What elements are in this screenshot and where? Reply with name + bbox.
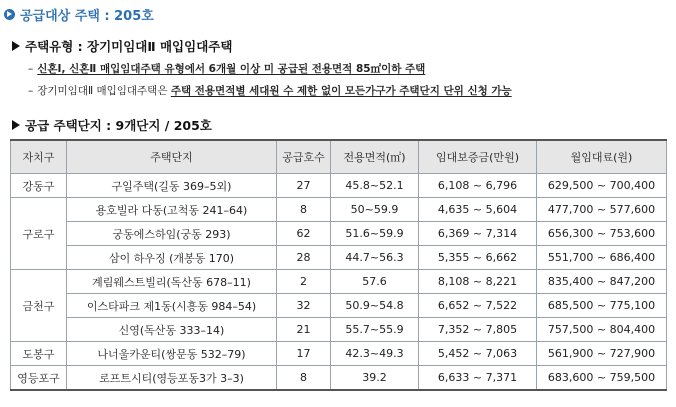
area-cell: 45.8~52.1 (331, 174, 419, 198)
table-row (11, 246, 667, 270)
rent-cell: 683,600 ~ 759,500 (537, 366, 667, 391)
col-header-area: 전용면적(㎡) (331, 140, 419, 174)
triangle-bullet-icon (12, 120, 20, 130)
deposit-cell: 5,452 ~ 7,063 (419, 342, 537, 366)
note-line-1-text: 신혼Ⅰ, 신혼Ⅱ 매입임대주택 유형에서 6개월 이상 미 공급된 전용면적 85㎡이하 주택 (37, 63, 426, 75)
page-title-row (4, 5, 154, 24)
deposit-cell: 8,108 ~ 8,221 (419, 270, 537, 294)
area-cell: 39.2 (331, 366, 419, 391)
table-row (11, 198, 667, 222)
complex-cell: 로프트시티(영등포동3가 3–3) (67, 366, 277, 391)
rent-cell: 685,500 ~ 775,100 (537, 294, 667, 318)
deposit-cell: 5,355 ~ 6,662 (419, 246, 537, 270)
units-cell: 28 (277, 246, 331, 270)
section-heading-text: 주택유형 : 장기미임대Ⅱ 매입임대주택 (25, 39, 233, 54)
deposit-cell: 6,108 ~ 6,796 (419, 174, 537, 198)
note-line-1 (28, 61, 425, 76)
area-cell: 44.7~56.3 (331, 246, 419, 270)
rent-cell: 477,700 ~ 577,600 (537, 198, 667, 222)
table-row (11, 318, 667, 342)
rent-cell: 561,900 ~ 727,900 (537, 342, 667, 366)
units-cell: 17 (277, 342, 331, 366)
table-row (11, 222, 667, 246)
complex-cell: 궁동에스하임(궁동 293) (67, 222, 277, 246)
complex-cell: 이스타파크 제1동(시흥동 984–54) (67, 294, 277, 318)
rent-cell: 656,300 ~ 753,600 (537, 222, 667, 246)
complex-cell: 나너울카운티(쌍문동 532–79) (67, 342, 277, 366)
complex-cell: 용호빌라 다동(고척동 241–64) (67, 198, 277, 222)
col-header-rent: 월임대료(원) (537, 140, 667, 174)
district-cell: 강동구 (11, 174, 67, 198)
dash-bullet: – (28, 85, 34, 97)
deposit-cell: 6,633 ~ 7,371 (419, 366, 537, 391)
deposit-cell: 4,635 ~ 5,604 (419, 198, 537, 222)
units-cell: 8 (277, 198, 331, 222)
area-cell: 55.7~55.9 (331, 318, 419, 342)
units-cell: 27 (277, 174, 331, 198)
col-header-complex: 주택단지 (67, 140, 277, 174)
page-title: 공급대상 주택 : 205호 (20, 9, 154, 24)
units-cell: 62 (277, 222, 331, 246)
district-cell: 금천구 (11, 270, 67, 342)
dash-bullet: – (28, 63, 34, 75)
col-header-units: 공급호수 (277, 140, 331, 174)
table-row (11, 174, 667, 198)
note-line-2 (28, 83, 512, 98)
complex-cell: 구일주택(길동 369–5외) (67, 174, 277, 198)
district-cell: 구로구 (11, 198, 67, 270)
district-cell: 도봉구 (11, 342, 67, 366)
table-row (11, 342, 667, 366)
rent-cell: 629,500 ~ 700,400 (537, 174, 667, 198)
area-cell: 51.6~59.9 (331, 222, 419, 246)
section-heading-complexes (12, 116, 212, 134)
table-header-row (11, 140, 667, 174)
deposit-cell: 7,352 ~ 7,805 (419, 318, 537, 342)
units-cell: 8 (277, 366, 331, 391)
triangle-bullet-icon (12, 41, 20, 51)
units-cell: 2 (277, 270, 331, 294)
section-heading-housing-type (12, 37, 232, 55)
deposit-cell: 6,369 ~ 7,314 (419, 222, 537, 246)
deposit-cell: 6,652 ~ 7,522 (419, 294, 537, 318)
rent-cell: 757,500 ~ 804,400 (537, 318, 667, 342)
complex-cell: 계림웨스트빌리(독산동 678–11) (67, 270, 277, 294)
district-cell: 영등포구 (11, 366, 67, 391)
play-circle-icon (4, 9, 15, 20)
supply-table (10, 139, 667, 391)
area-cell: 50.9~54.8 (331, 294, 419, 318)
col-header-district: 자치구 (11, 140, 67, 174)
area-cell: 42.3~49.3 (331, 342, 419, 366)
rent-cell: 835,400 ~ 847,200 (537, 270, 667, 294)
complex-cell: 삼이 하우징 (개봉동 170) (67, 246, 277, 270)
note-line-2-prefix: 장기미임대Ⅱ 매입임대주택은 (37, 85, 168, 97)
col-header-deposit: 임대보증금(만원) (419, 140, 537, 174)
rent-cell: 551,700 ~ 686,400 (537, 246, 667, 270)
table-row (11, 366, 667, 391)
area-cell: 50~59.9 (331, 198, 419, 222)
area-cell: 57.6 (331, 270, 419, 294)
units-cell: 32 (277, 294, 331, 318)
note-line-2-emphasis: 주택 전용면적별 세대원 수 제한 없이 모든가구가 주택단지 단위 신청 가능 (170, 85, 512, 97)
table-row (11, 294, 667, 318)
complex-cell: 신영(독산동 333–14) (67, 318, 277, 342)
table-row (11, 270, 667, 294)
section-heading-text: 공급 주택단지 : 9개단지 / 205호 (25, 118, 212, 133)
units-cell: 21 (277, 318, 331, 342)
